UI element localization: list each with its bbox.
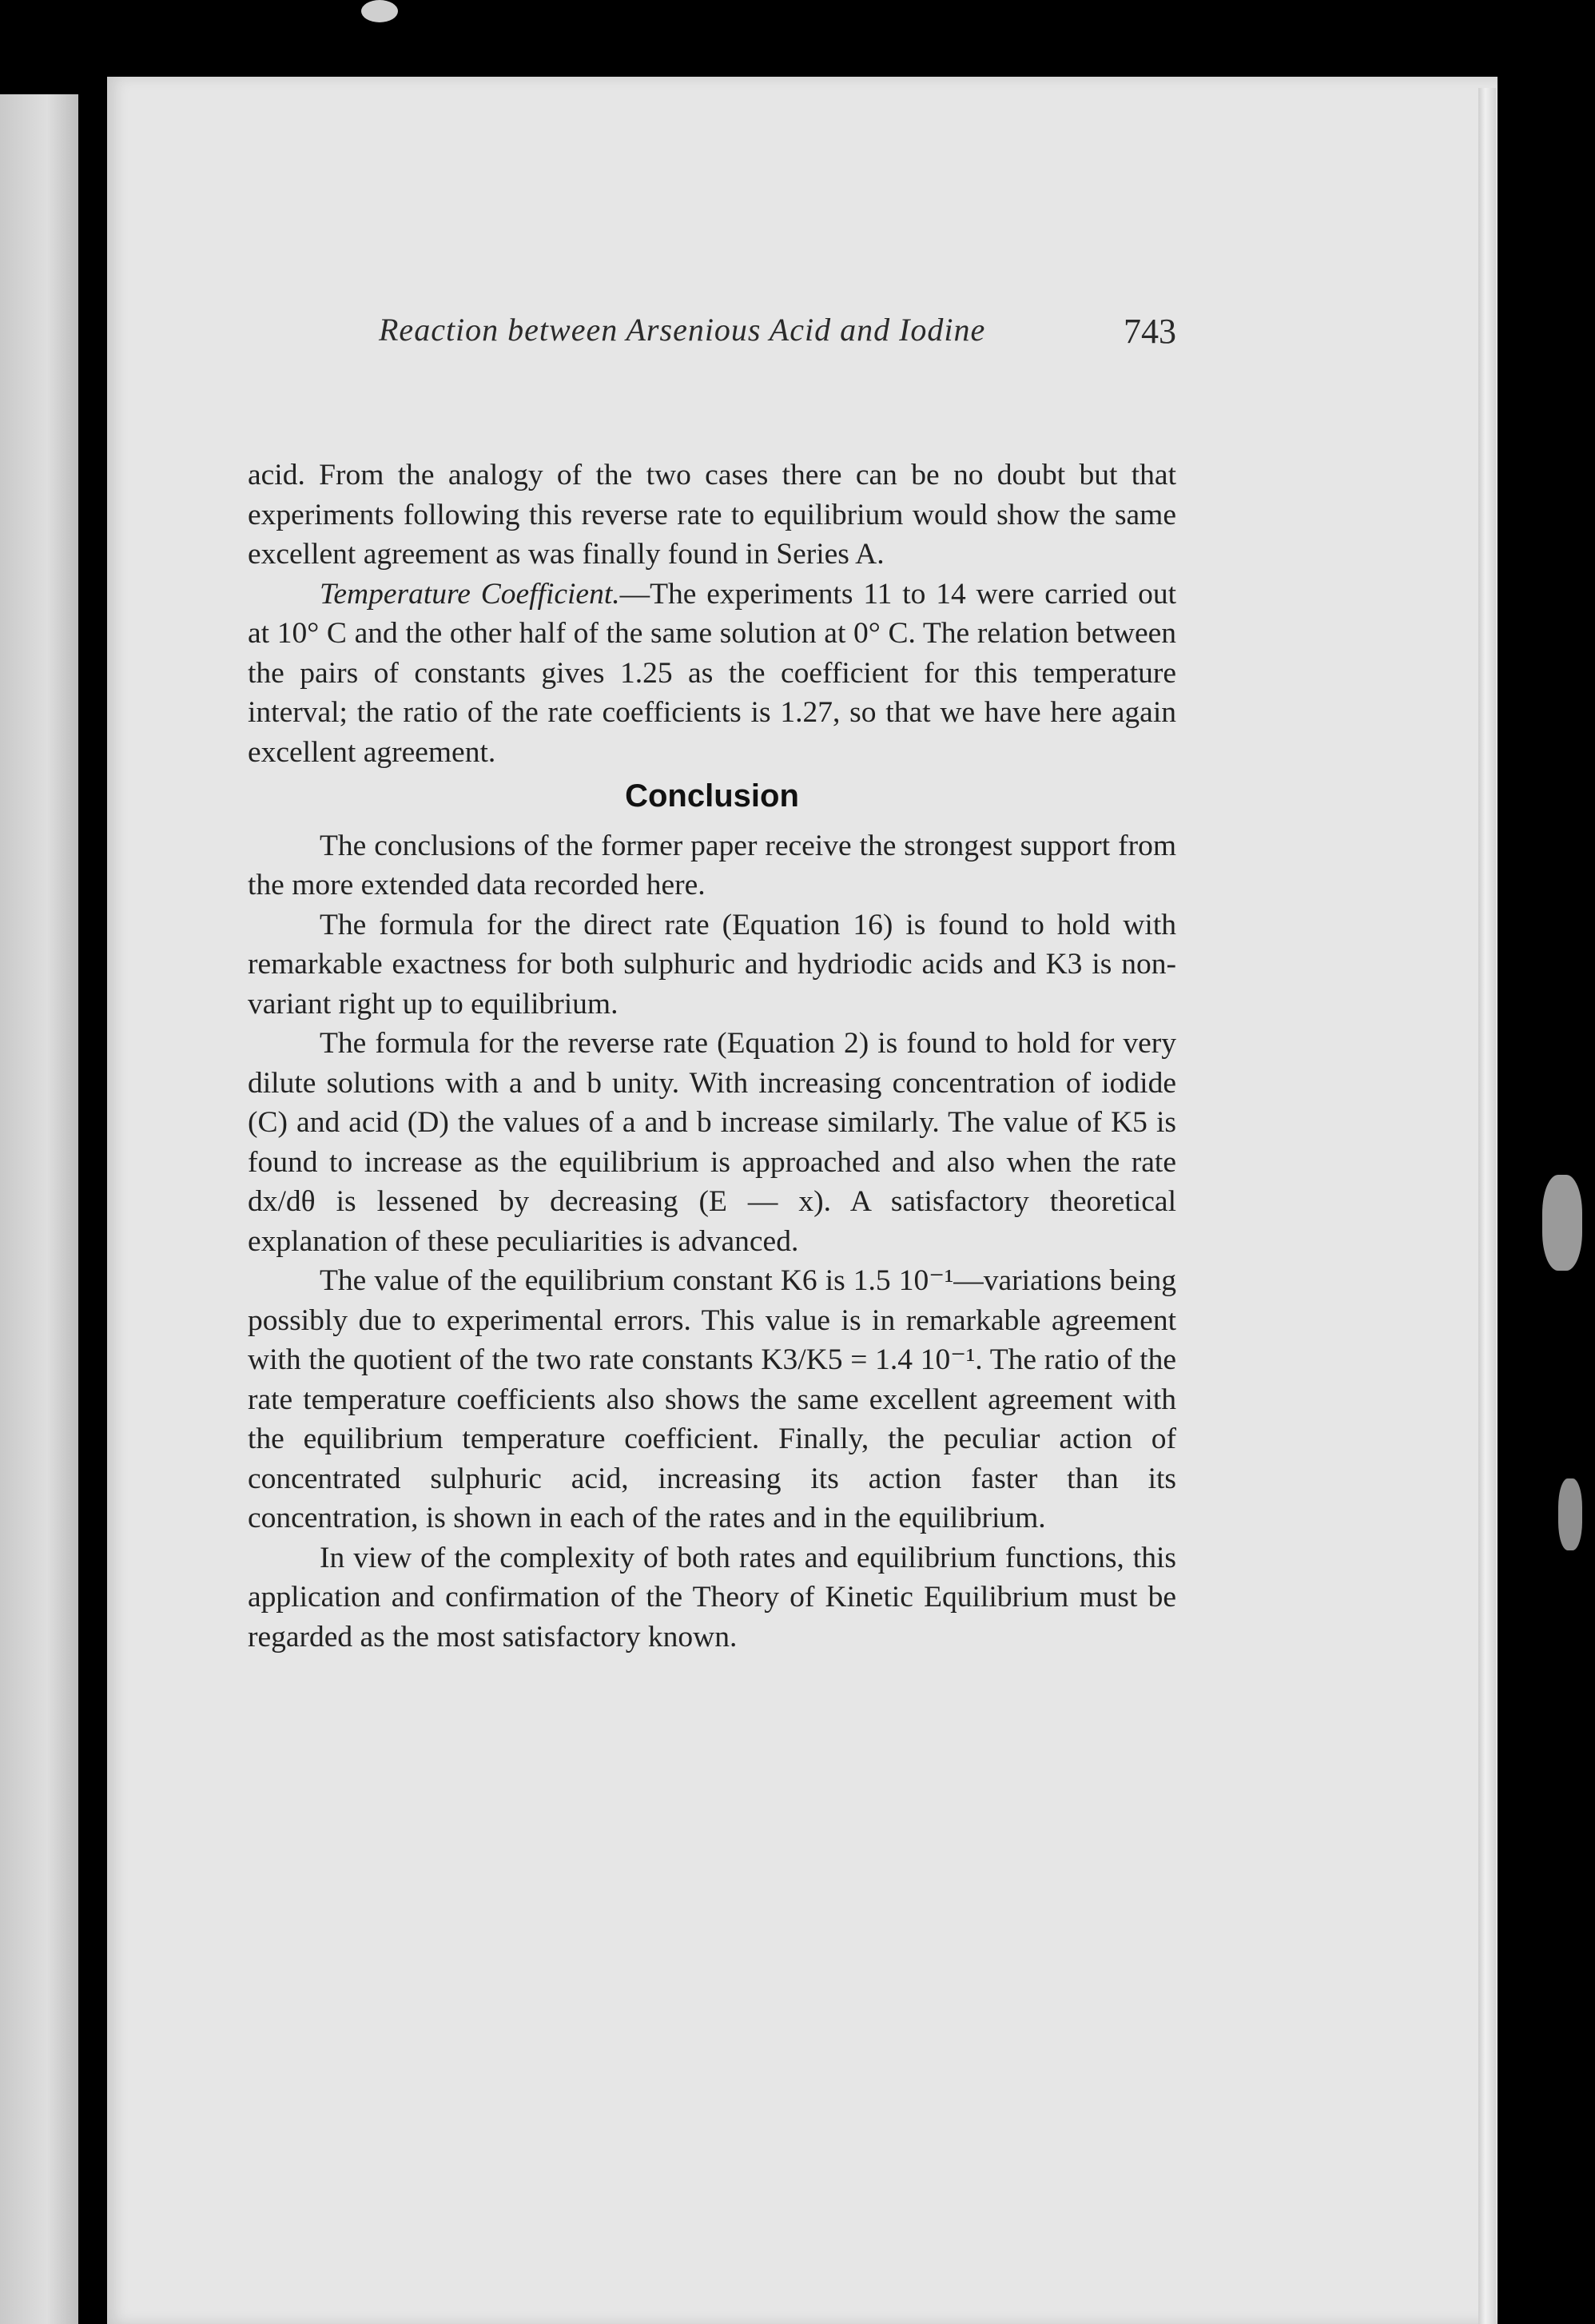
body-text — [248, 456, 1176, 1657]
scan-speck-right — [1542, 1175, 1582, 1271]
page-gutter-edge — [1478, 88, 1496, 2324]
scan-speck-top — [361, 0, 398, 22]
page-number: 743 — [1124, 312, 1176, 351]
paragraph-6: The value of the equilibrium constant K6 is 1.5 10⁻¹—variations being possibly due to experimental errors. This value is in remarkable agreement with the quotient of the two rate constants K3/K5 = 1.4 10⁻¹. The ratio of the rate temperature coefficients also shows the same excellent agreement with the equilibrium temperature coefficient. Finally, the peculiar action of concentrated sulphuric acid, increasing its action faster than its concentration, is shown in each of the rates and in the equilibrium. — [248, 1264, 1176, 1534]
paragraph-5: The formula for the reverse rate (Equation 2) is found to hold for very dilute solutions with a and b unity. With increasing concentration of iodide (C) and acid (D) the values of a and b increase similarly. The value of K5 is found to increase as the equilibrium is approached and also when the rate dx/dθ is lessened by decreasing (E — x). A satisfactory theoretical explanation of these peculiarities is advanced. — [248, 1027, 1176, 1258]
running-title: Reaction between Arsenious Acid and Iodine — [379, 312, 986, 348]
paragraph-1: acid. From the analogy of the two cases there can be no doubt but that experiments following this reverse rate to equilibrium would show the same excellent agreement as was finally found in Series A. — [248, 459, 1176, 571]
scan-speck-right-lower — [1558, 1478, 1582, 1550]
facing-page-edge — [0, 94, 78, 2324]
paragraph-2 — [248, 575, 1176, 773]
paragraph-2-body: —The experiments 11 to 14 were carried out at 10° C and the other half of the same solution at 0° C. The relation between the pairs of constants gives 1.25 as the coefficient for this temperature interval; the ratio of the rate coefficients is 1.27, so that we have here again excellent agreement. — [248, 577, 1177, 769]
paragraph-4: The formula for the direct rate (Equation 16) is found to hold with remarkable exactness for both sulphuric and hydriodic acids and K3 is non-variant right up to equilibrium. — [248, 908, 1176, 1021]
section-title: Conclusion — [625, 778, 799, 814]
running-header — [248, 308, 1176, 356]
temperature-coefficient-heading: Temperature Coefficient. — [320, 577, 620, 611]
paragraph-7: In view of the complexity of both rates and equilibrium functions, this application and confirmation of the Theory of Kinetic Equilibrium must be regarded as the most satisfactory known. — [248, 1541, 1176, 1653]
paragraph-3: The conclusions of the former paper receive the strongest support from the more extended data recorded here. — [248, 829, 1176, 901]
